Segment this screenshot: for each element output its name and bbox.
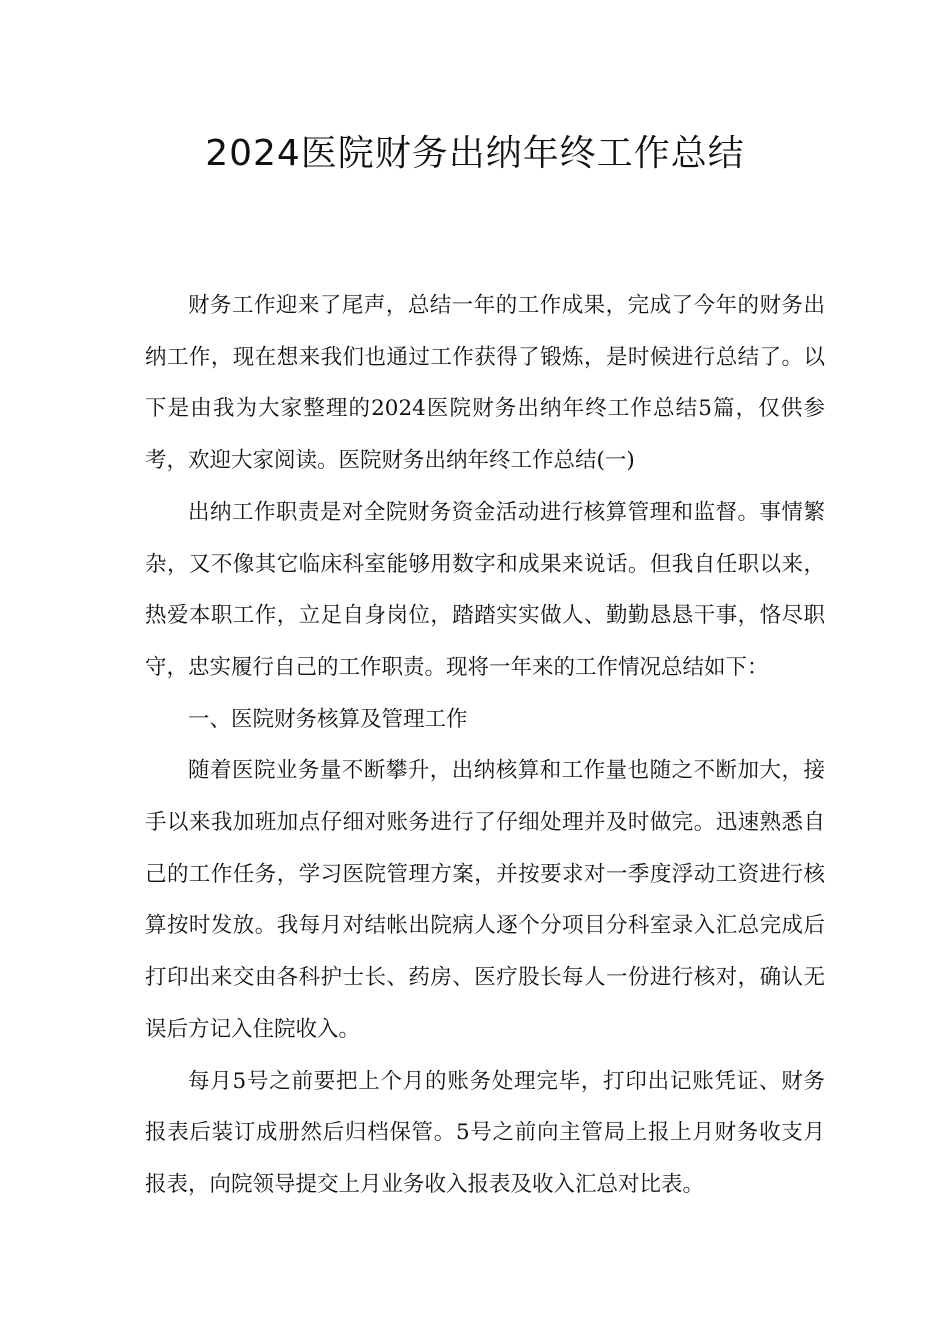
intro-paragraph: 财务工作迎来了尾声，总结一年的工作成果，完成了今年的财务出纳工作，现在想来我们也通过工作获得了锻炼，是时候进行总结了。以下是由我为大家整理的2024医院财务出纳年终工作总结5篇，仅供参考，欢迎大家阅读。医院财务出纳年终工作总结(一): [145, 293, 825, 474]
duties-paragraph: 出纳工作职责是对全院财务资金活动进行核算管理和监督。事情繁杂，又不像其它临床科室能够用数字和成果来说话。但我自任职以来，热爱本职工作，立足自身岗位，踏踏实实做人、勤勤恳恳干事，恪尽职守，忠实履行自己的工作职责。现将一年来的工作情况总结如下：: [145, 499, 825, 680]
document-body: [145, 280, 825, 1211]
document-title: 2024医院财务出纳年终工作总结: [205, 133, 745, 174]
section-heading: 一、医院财务核算及管理工作: [188, 706, 468, 732]
accounting-paragraph: 随着医院业务量不断攀升，出纳核算和工作量也随之不断加大，接手以来我加班加点仔细对账务进行了仔细处理并及时做完。迅速熟悉自己的工作任务，学习医院管理方案，并按要求对一季度浮动工资进行核算按时发放。我每月对结帐出院病人逐个分项目分科室录入汇总完成后打印出来交由各科护士长、药房、医疗股长每人一份进行核对，确认无误后方记入住院收入。: [145, 758, 825, 1042]
monthly-paragraph: 每月5号之前要把上个月的账务处理完毕，打印出记账凭证、财务报表后装订成册然后归档保管。5号之前向主管局上报上月财务收支月报表，向院领导提交上月业务收入报表及收入汇总对比表。: [145, 1068, 825, 1197]
